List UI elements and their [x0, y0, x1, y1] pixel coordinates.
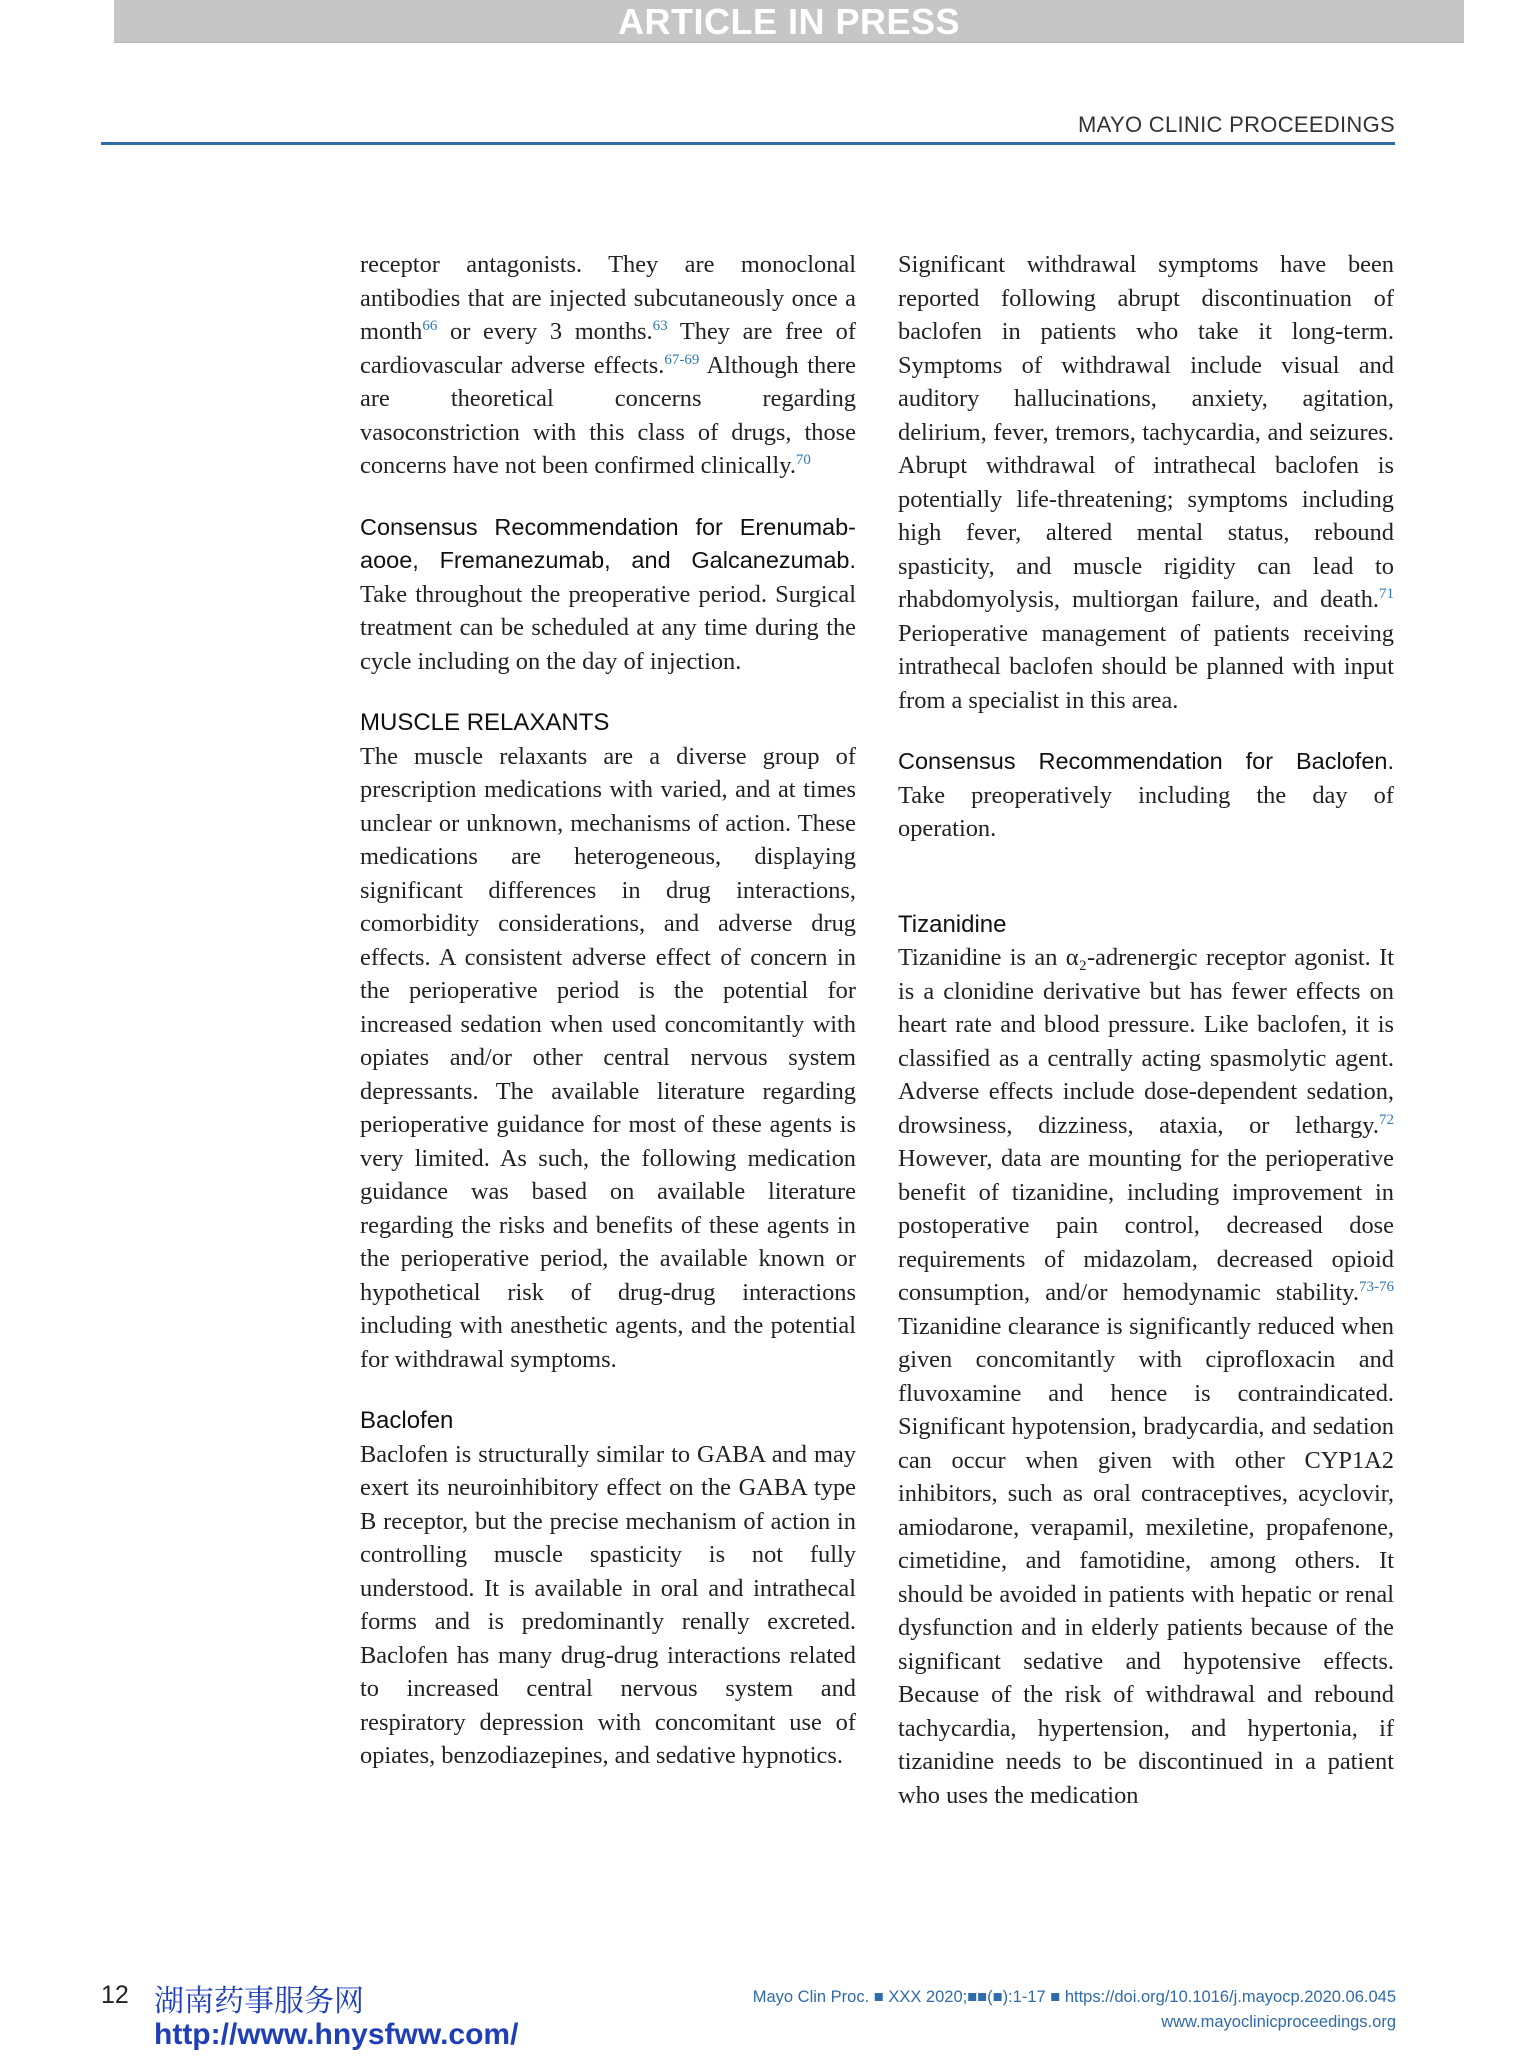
tizanidine-paragraph: Tizanidine is an α₂-adrenergic receptor agonist. It is a clonidine derivative but has fewer effects on heart rate and blood pressure. Like baclofen, it is classified as a centrally acting spasmolytic agent. Adverse effects include dose-dependent sedation, drowsiness, dizziness, ataxia, or lethargy.$^{72}$ However, data are mounting for the perioperative benefit of tizanidine, including improvement in postoperative pain control, decreased dose requirements of midazolam, decreased opioid consumption, and/or hemodynamic stability.$^{73-76}$ Tizanidine clearance is significantly reduced when given concomitantly with ciprofloxacin and fluvoxamine and hence is contraindicated. Significant hypotension, bradycardia, and sedation can occur when given with other CYP1A2 inhibitors, such as oral contraceptives, acyclovir, amiodarone, verapamil, mexiletine, propafenone, cimetidine, and famotidine, among others. It should be avoided in patients with hepatic or renal dysfunction and in elderly patients because of the significant sedative and hypotensive effects. Because of the risk of withdrawal and rebound tachycardia, hypertension, and hypertonia, if tizanidine needs to be discontinued in a patient who uses the medication: [898, 944, 1394, 1809]
reference-link[interactable]: 66: [422, 317, 438, 334]
reference-link[interactable]: 73-76: [1359, 1278, 1394, 1295]
watermark-url[interactable]: http://www.hnysfww.com/: [154, 2018, 519, 2051]
footer-citation[interactable]: Mayo Clin Proc. ■ XXX 2020;■■(■):1-17 ■ https://doi.org/10.1016/j.mayocp.2020.06.045: [752, 1988, 1396, 2006]
page-number: 12: [101, 1981, 129, 2009]
reference-link[interactable]: 67-69: [664, 351, 700, 368]
right-column: [898, 248, 1394, 1840]
section-heading-muscle-relaxants: MUSCLE RELAXANTS: [360, 709, 610, 736]
watermark-site-name: 湖南药事服务网: [154, 1984, 364, 2019]
journal-header: MAYO CLINIC PROCEEDINGS: [1078, 112, 1395, 137]
subsection-heading-baclofen: Baclofen: [360, 1407, 454, 1434]
subsection-heading-tizanidine: Tizanidine: [898, 910, 1007, 938]
reference-link[interactable]: 71: [1379, 585, 1394, 602]
baclofen-paragraph: Baclofen is structurally similar to GABA and may exert its neuroinhibitory effect on the GABA type B receptor, but the precise mechanism of action in controlling muscle spasticity is not fully understood. It is available in oral and intrathecal forms and is predominantly renally excreted. Baclofen has many drug-drug interactions related to increased central nervous system and respiratory depression with concomitant use of opiates, benzodiazepines, and sedative hypnotics.: [360, 1440, 856, 1769]
recommendation-cgrp: Consensus Recommendation for Erenumab-aooe, Fremanezumab, and Galcanezumab. Take throughout the preoperative period. Surgical treatment can be scheduled at any time during the cycle including on the day of injection.: [360, 513, 856, 675]
left-column: [360, 248, 856, 1801]
recommendation-baclofen: Consensus Recommendation for Baclofen. Take preoperatively including the day of operation.: [898, 748, 1394, 842]
recommendation-title: Consensus Recommendation for Erenumab-aooe, Fremanezumab, and Galcanezumab.: [360, 513, 856, 573]
withdrawal-paragraph: Significant withdrawal symptoms have been reported following abrupt discontinuation of baclofen in patients who take it long-term. Symptoms of withdrawal include visual and auditory hallucinations, anxiety, agitation, delirium, fever, tremors, tachycardia, and seizures. Abrupt withdrawal of intrathecal baclofen is potentially life-threatening; symptoms including high fever, altered mental status, rebound spasticity, and muscle rigidity can lead to rhabdomyolysis, multiorgan failure, and death.$^{71}$ Perioperative management of patients receiving intrathecal baclofen should be planned with input from a specialist in this area.: [898, 251, 1394, 714]
monoclonal-paragraph: receptor antagonists. They are monoclonal antibodies that are injected subcutaneously once a month$^{66}$ or every 3 months.$^{63}$ They are free of cardiovascular adverse effects.$^{67-69}$ Although there are theoretical concerns regarding vasoconstriction with this class of drugs, those concerns have not been confirmed clinically.$^{70}$: [360, 251, 856, 479]
reference-link[interactable]: 70: [795, 451, 811, 468]
reference-link[interactable]: 63: [652, 317, 668, 334]
reference-link[interactable]: 72: [1379, 1111, 1394, 1128]
article-in-press-banner: ARTICLE IN PRESS: [114, 0, 1464, 43]
recommendation-title: Consensus Recommendation for Baclofen.: [898, 748, 1394, 774]
header-rule: [101, 142, 1395, 145]
footer-website-link[interactable]: www.mayoclinicproceedings.org: [1161, 2013, 1396, 2031]
muscle-relaxants-paragraph: The muscle relaxants are a diverse group of prescription medications with varied, and at times unclear or unknown, mechanisms of action. These medications are heterogeneous, displaying significant differences in drug interactions, comorbidity considerations, and adverse drug effects. A consistent adverse effect of concern in the perioperative period is the potential for increased sedation when used concomitantly with opiates and/or other central nervous system depressants. The available literature regarding perioperative guidance for most of these agents is very limited. As such, the following medication guidance was based on available literature regarding the risks and benefits of these agents in the perioperative period, the available known or hypothetical risk of drug-drug interactions including with anesthetic agents, and the potential for withdrawal symptoms.: [360, 742, 856, 1373]
